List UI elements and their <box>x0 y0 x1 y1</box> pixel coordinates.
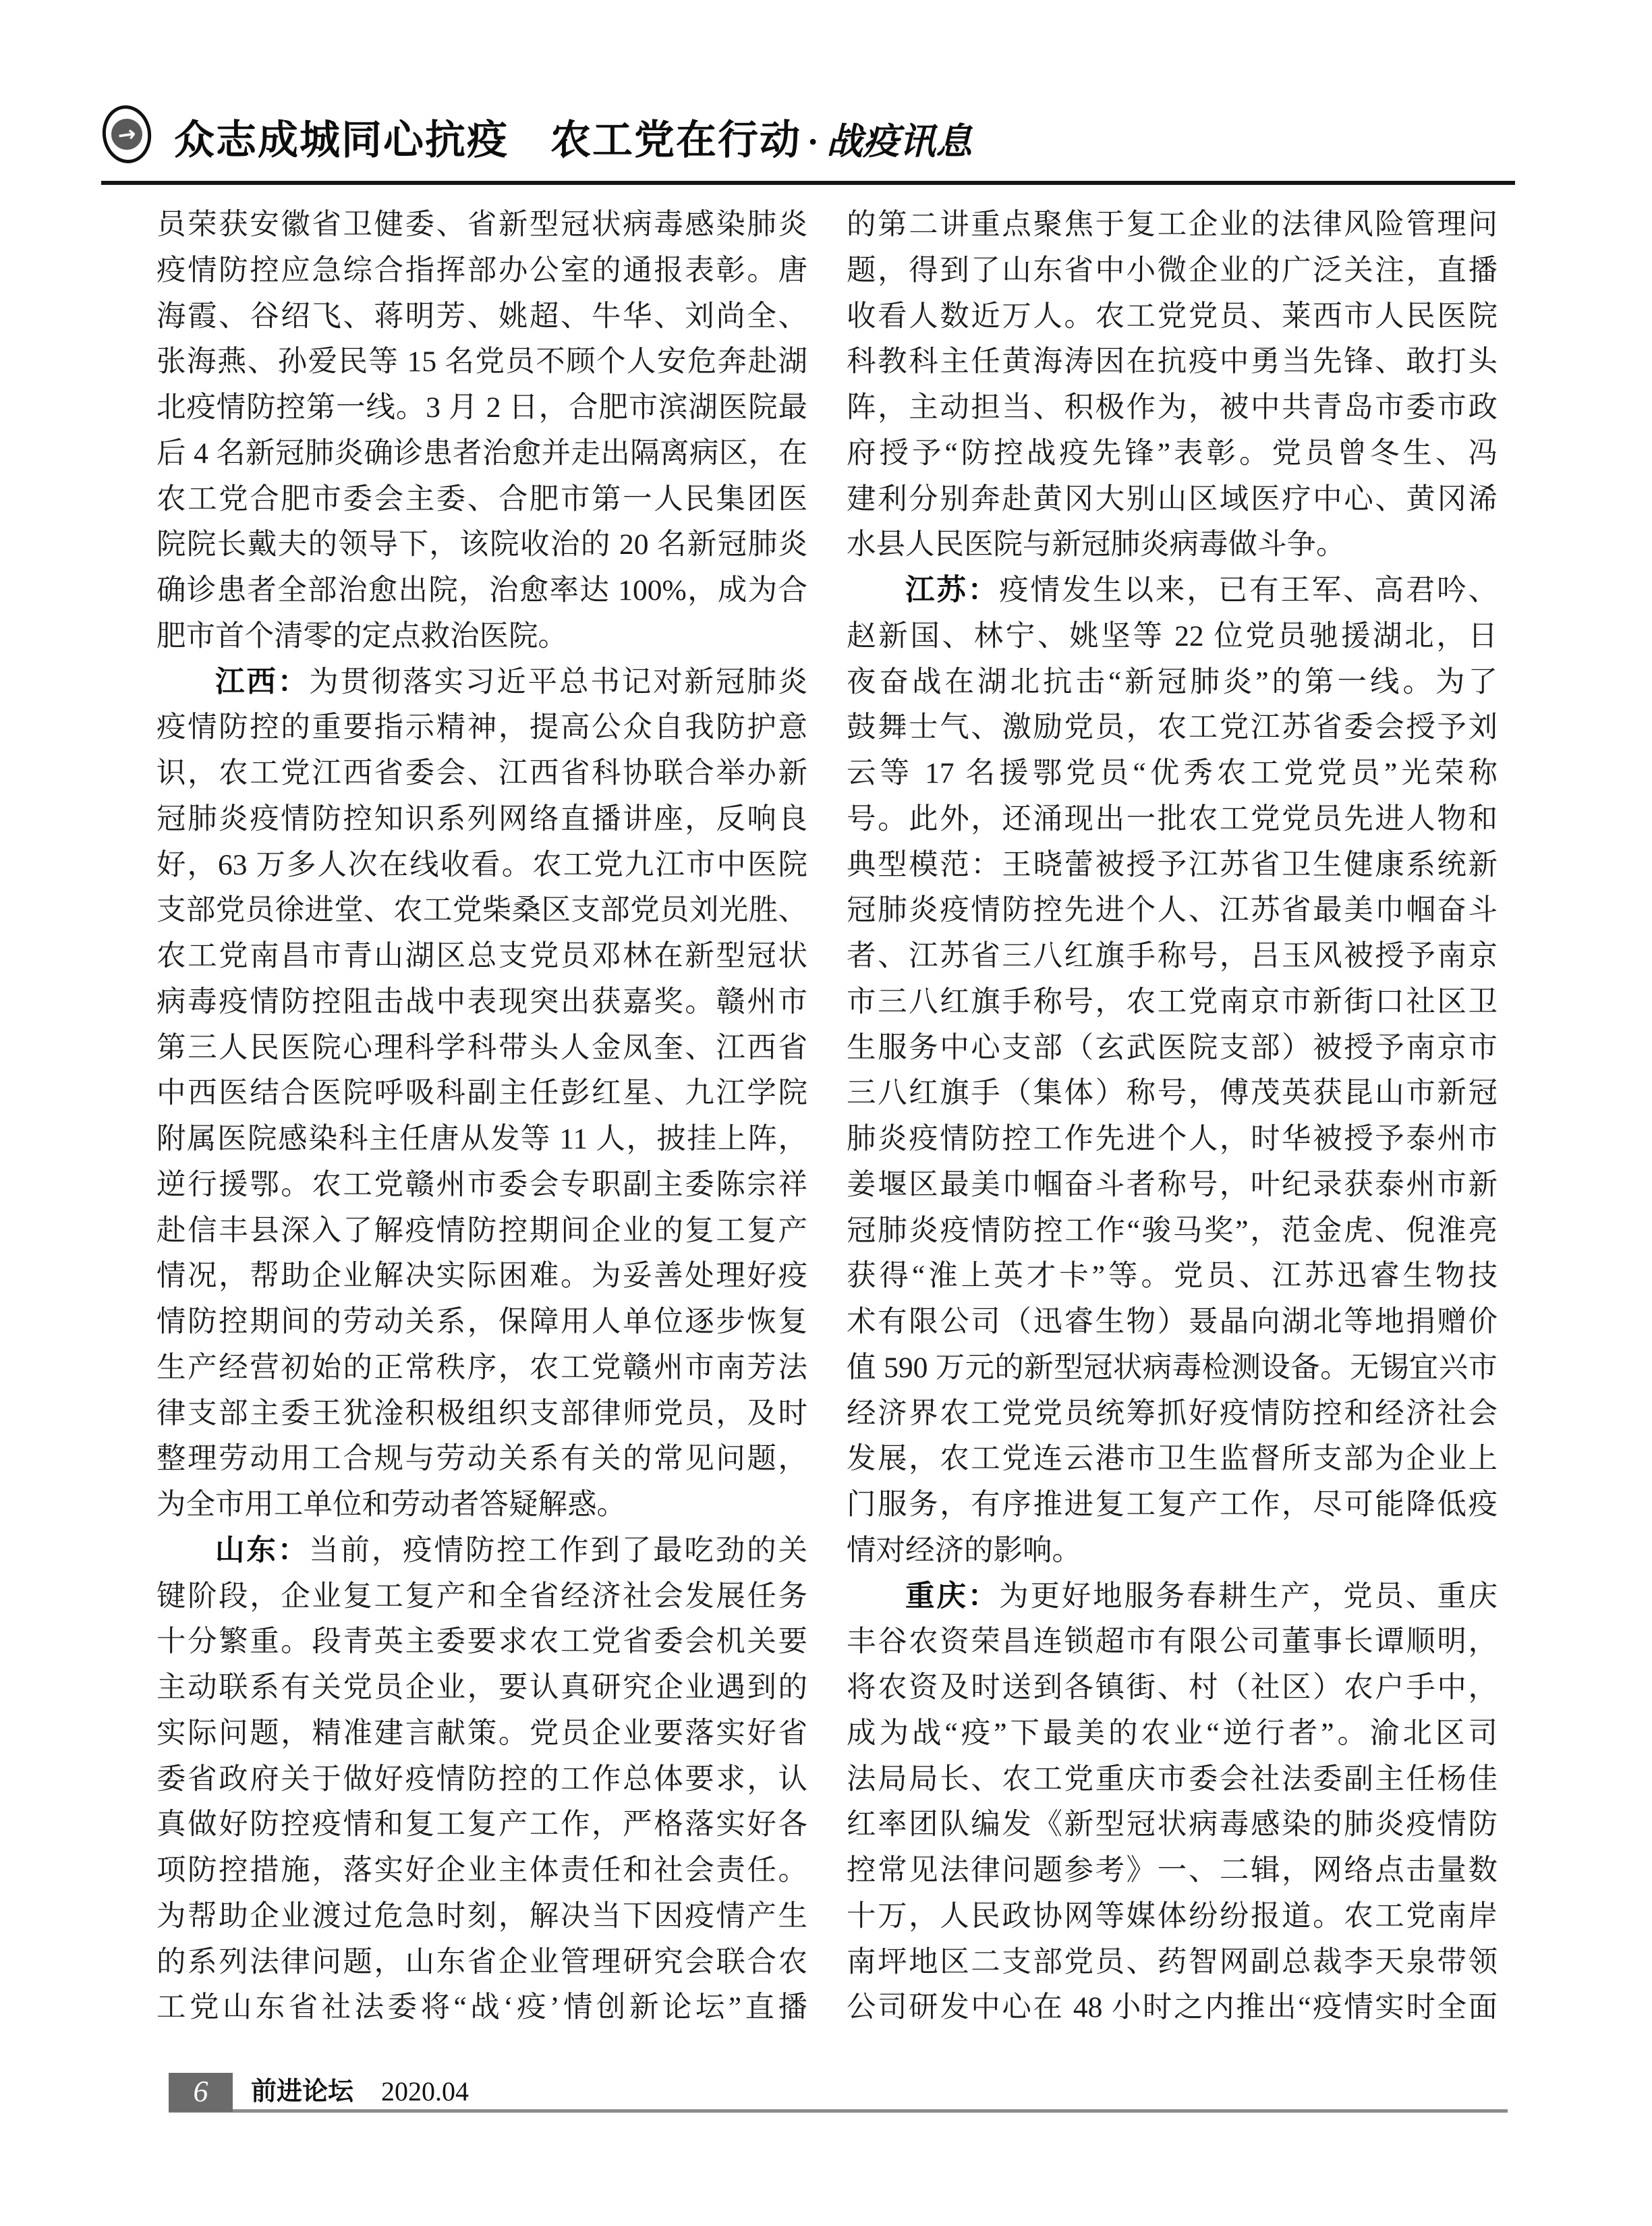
text-line: 生服务中心支部（玄武医院支部）被授予南京市 <box>847 1031 1498 1064</box>
text-line: 农工党合肥市委会主委、合肥市第一人民集团医 <box>156 482 807 516</box>
text-line: 后 4 名新冠肺炎确诊患者治愈并走出隔离病区，在 <box>156 437 807 470</box>
section-label: 重庆： <box>905 1580 1000 1613</box>
text-line: 十万，人民政协网等媒体纷纷报道。农工党南岸 <box>847 1899 1498 1932</box>
text-line: 江西：为贯彻落实习近平总书记对新冠肺炎 <box>215 665 807 698</box>
text-line: 律支部主委王犹淦积极组织支部律师党员，及时 <box>156 1397 807 1430</box>
text-line: 题，得到了山东省中小微企业的广泛关注，直播 <box>847 254 1498 287</box>
section-banner-subtitle: · 战疫讯息 <box>808 121 972 162</box>
text-line: 农工党南昌市青山湖区总支党员邓林在新型冠状 <box>156 940 807 972</box>
text-line: 典型模范：王晓蕾被授予江苏省卫生健康系统新 <box>847 848 1498 881</box>
text-line: 术有限公司（迅睿生物）聂晶向湖北等地捐赠价 <box>847 1306 1498 1338</box>
text-line: 成为战“疫”下最美的农业“逆行者”。渝北区司 <box>847 1717 1498 1750</box>
text-line: 科教科主任黄海涛因在抗疫中勇当先锋、敢打头 <box>847 345 1498 379</box>
text-line: 第三人民医院心理科学科带头人金凤奎、江西省 <box>156 1031 807 1064</box>
text-line: 红率团队编发《新型冠状病毒感染的肺炎疫情防 <box>847 1808 1498 1841</box>
right-text-column <box>847 202 1498 2031</box>
page-header <box>0 0 1652 202</box>
text-line: 实际问题，精准建言献策。党员企业要落实好省 <box>156 1717 807 1750</box>
arrow-right-circle-icon <box>98 102 154 166</box>
journal-name: 前进论坛 <box>251 2078 354 2106</box>
text-line: 三八红旗手（集体）称号，傅茂英获昆山市新冠 <box>847 1077 1498 1110</box>
text-line: 为帮助企业渡过危急时刻，解决当下因疫情产生 <box>156 1899 807 1932</box>
text-line: 十分繁重。段青英主委要求农工党省委会机关要 <box>156 1625 807 1659</box>
text-line: 中西医结合医院呼吸科副主任彭红星、九江学院 <box>156 1077 807 1110</box>
text-line: 情防控期间的劳动关系，保障用人单位逐步恢复 <box>156 1306 807 1338</box>
arrow-right-icon: → <box>109 117 144 152</box>
text-line: 阵，主动担当、积极作为，被中共青岛市委市政 <box>847 391 1498 424</box>
text-line: 收看人数近万人。农工党党员、莱西市人民医院 <box>847 300 1498 333</box>
text-line: 建利分别奔赴黄冈大别山区域医疗中心、黄冈浠 <box>847 482 1498 516</box>
text-line: 市三八红旗手称号，农工党南京市新街口社区卫 <box>847 985 1498 1018</box>
text-line: 真做好防控疫情和复工复产工作，严格落实好各 <box>156 1808 807 1841</box>
text-line: 海霞、谷绍飞、蒋明芳、姚超、牛华、刘尚全、 <box>156 300 807 333</box>
text-line: 重庆：为更好地服务春耕生产，党员、重庆 <box>905 1580 1498 1613</box>
text-line: 南坪地区二支部党员、药智网副总裁李天泉带领 <box>847 1945 1498 1978</box>
text-line: 丰谷农资荣昌连锁超市有限公司董事长谭顺明， <box>847 1625 1498 1659</box>
text-line: 赵新国、林宁、姚坚等 22 位党员驰援湖北，日 <box>847 619 1498 652</box>
text-line: 肥市首个清零的定点救治医院。 <box>156 619 567 652</box>
text-line: 附属医院感染科主任唐从发等 11 人，披挂上阵， <box>156 1123 807 1155</box>
text-line: 北疫情防控第一线。3 月 2 日，合肥市滨湖医院最 <box>156 391 807 424</box>
text-line: 生产经营初始的正常秩序，农工党赣州市南芳法 <box>156 1351 807 1384</box>
text-line: 员荣获安徽省卫健委、省新型冠状病毒感染肺炎 <box>156 208 807 241</box>
left-text-column <box>156 202 807 2031</box>
text-line: 疫情防控的重要指示精神，提高公众自我防护意 <box>156 711 807 744</box>
text-line: 山东：当前，疫情防控工作到了最吃劲的关 <box>215 1534 807 1567</box>
text-line: 主动联系有关党员企业，要认真研究企业遇到的 <box>156 1671 807 1704</box>
text-line: 将农资及时送到各镇街、村（社区）农户手中， <box>847 1671 1498 1704</box>
text-line: 经济界农工党党员统筹抓好疫情防控和经济社会 <box>847 1397 1498 1430</box>
text-line: 夜奋战在湖北抗击“新冠肺炎”的第一线。为了 <box>847 665 1498 698</box>
text-line: 的系列法律问题，山东省企业管理研究会联合农 <box>156 1945 807 1978</box>
text-line: 键阶段，企业复工复产和全省经济社会发展任务 <box>156 1580 807 1613</box>
text-line: 工党山东省社法委将“战‘疫’情创新论坛”直播 <box>156 1991 807 2024</box>
text-line: 门服务，有序推进复工复产工作，尽可能降低疫 <box>847 1488 1498 1521</box>
text-line: 情况，帮助企业解决实际困难。为妥善处理好疫 <box>156 1260 807 1293</box>
text-line: 号。此外，还涌现出一批农工党党员先进人物和 <box>847 802 1498 835</box>
text-line: 肺炎疫情防控工作先进个人，时华被授予泰州市 <box>847 1123 1498 1155</box>
text-line: 冠肺炎疫情防控知识系列网络直播讲座，反响良 <box>156 802 807 835</box>
footer-rule <box>169 2109 1508 2113</box>
text-line: 江苏：疫情发生以来，已有王军、高君吟、 <box>905 574 1498 607</box>
text-line: 为全市用工单位和劳动者答疑解惑。 <box>156 1488 626 1521</box>
text-line: 公司研发中心在 48 小时之内推出“疫情实时全面 <box>847 1991 1498 2024</box>
text-line: 水县人民医院与新冠肺炎病毒做斗争。 <box>847 528 1346 561</box>
text-line: 好，63 万多人次在线收看。农工党九江市中医院 <box>156 848 807 881</box>
text-line: 姜堰区最美巾帼奋斗者称号，叶纪录获泰州市新 <box>847 1168 1498 1201</box>
section-banner-title: 众志成城同心抗疫 农工党在行动 <box>174 117 801 163</box>
issue-number: 2020.04 <box>381 2076 469 2107</box>
text-line: 整理劳动用工合规与劳动关系有关的常见问题， <box>156 1443 807 1476</box>
text-line: 府授予“防控战疫先锋”表彰。党员曾冬生、冯 <box>847 437 1498 470</box>
text-line: 鼓舞士气、激励党员，农工党江苏省委会授予刘 <box>847 711 1498 744</box>
text-line: 的第二讲重点聚焦于复工企业的法律风险管理问 <box>847 208 1498 241</box>
text-line: 情对经济的影响。 <box>847 1534 1081 1567</box>
text-line: 院院长戴夫的领导下，该院收治的 20 名新冠肺炎 <box>156 528 807 561</box>
text-line: 病毒疫情防控阻击战中表现突出获嘉奖。赣州市 <box>156 985 807 1018</box>
text-line: 赴信丰县深入了解疫情防控期间企业的复工复产 <box>156 1214 807 1247</box>
text-line: 者、江苏省三八红旗手称号，吕玉风被授予南京 <box>847 940 1498 972</box>
section-label: 江苏： <box>905 574 1000 607</box>
text-line: 识，农工党江西省委会、江西省科协联合举办新 <box>156 757 807 789</box>
text-line: 获得“淮上英才卡”等。党员、江苏迅睿生物技 <box>847 1260 1498 1293</box>
text-line: 法局局长、农工党重庆市委会社法委副主任杨佳 <box>847 1762 1498 1796</box>
header-rule <box>101 181 1515 185</box>
text-line: 委省政府关于做好疫情防控的工作总体要求，认 <box>156 1762 807 1796</box>
text-line: 支部党员徐进堂、农工党柴桑区支部党员刘光胜、 <box>156 894 807 927</box>
page-footer <box>0 2065 1652 2146</box>
text-line: 发展，农工党连云港市卫生监督所支部为企业上 <box>847 1443 1498 1476</box>
text-line: 张海燕、孙爱民等 15 名党员不顾个人安危奔赴湖 <box>156 345 807 379</box>
page-number-badge: 6 <box>169 2073 233 2112</box>
text-line: 冠肺炎疫情防控先进个人、江苏省最美巾帼奋斗 <box>847 894 1498 927</box>
text-line: 逆行援鄂。农工党赣州市委会专职副主委陈宗祥 <box>156 1168 807 1201</box>
text-line: 冠肺炎疫情防控工作“骏马奖”，范金虎、倪淮亮 <box>847 1214 1498 1247</box>
text-line: 云等 17 名援鄂党员“优秀农工党党员”光荣称 <box>847 757 1498 789</box>
section-label: 山东： <box>215 1534 310 1567</box>
text-line: 确诊患者全部治愈出院，治愈率达 100%，成为合 <box>156 574 807 607</box>
header-titles <box>174 108 972 166</box>
text-line: 疫情防控应急综合指挥部办公室的通报表彰。唐 <box>156 254 807 287</box>
text-line: 项防控措施，落实好企业主体责任和社会责任。 <box>156 1854 807 1887</box>
text-line: 值 590 万元的新型冠状病毒检测设备。无锡宜兴市 <box>847 1351 1498 1384</box>
text-line: 控常见法律问题参考》一、二辑，网络点击量数 <box>847 1854 1498 1887</box>
section-label: 江西： <box>215 665 310 698</box>
